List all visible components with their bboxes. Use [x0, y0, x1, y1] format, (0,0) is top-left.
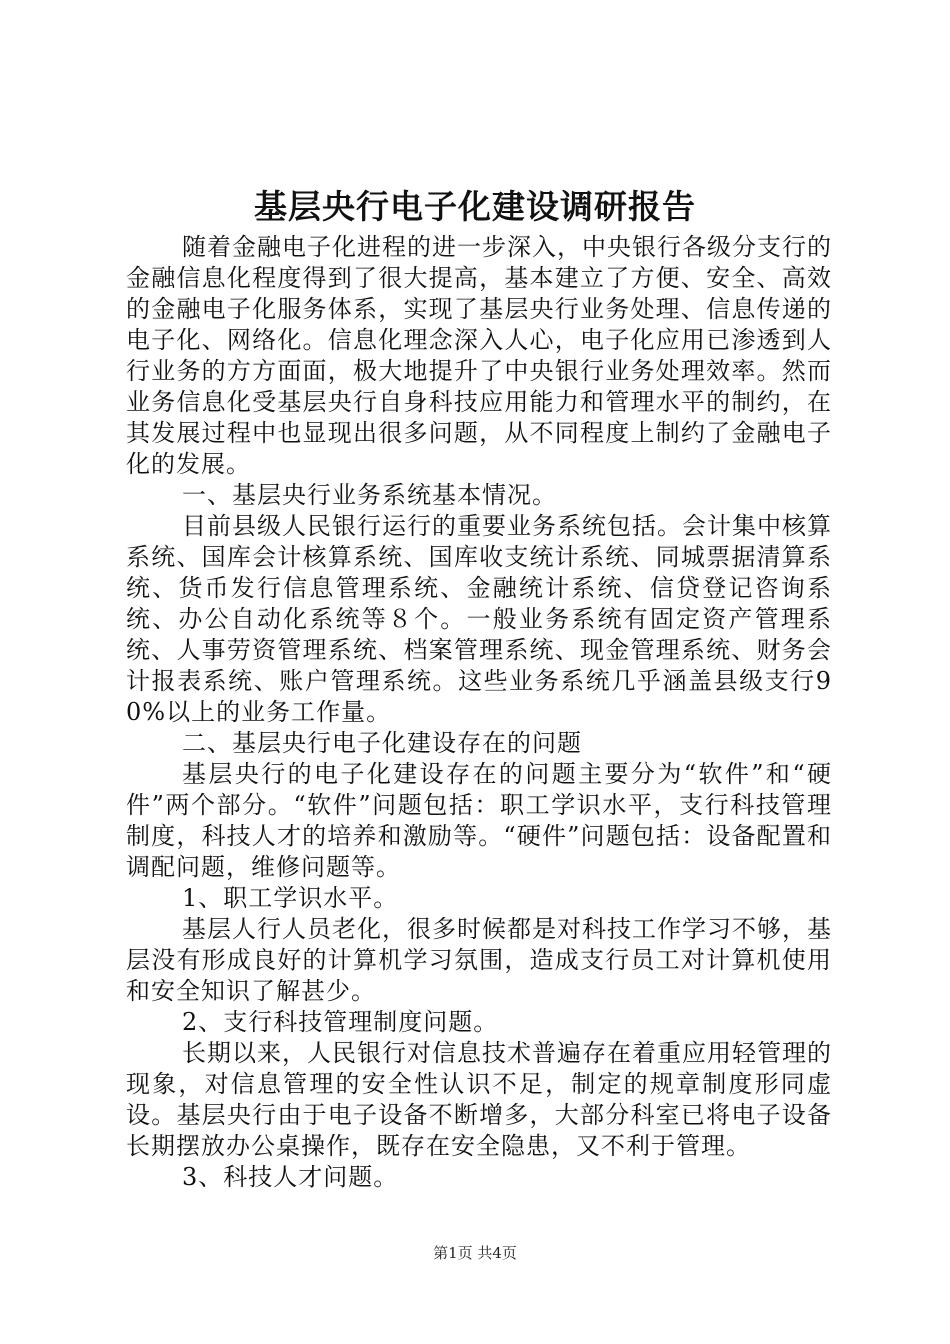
- document-body: [126, 232, 832, 1193]
- subheading-staff-knowledge: 1、职工学识水平。: [182, 884, 399, 912]
- paragraph-management: 长期以来，人民银行对信息技术普遍存在着重应用轻管理的现象，对信息管理的安全性认识不足，制定的规章制度形同虚设。基层央行由于电子设备不断增多，大部分科室已将电子设备长期摆放办公桌操作，既存在安全隐患，又不利于管理。: [126, 1039, 832, 1160]
- page-footer: 第1页 共4页: [433, 1244, 517, 1262]
- section-heading-1: 一、基层央行业务系统基本情况。: [182, 481, 557, 509]
- paragraph-problems: 基层央行的电子化建设存在的问题主要分为“软件”和“硬件”两个部分。“软件”问题包括：职工学识水平，支行科技管理制度，科技人才的培养和激励等。“硬件”问题包括：设备配置和调配问题，维修问题等。: [126, 760, 832, 881]
- paragraph-staff-knowledge: 基层人行人员老化，很多时候都是对科技工作学习不够，基层没有形成良好的计算机学习氛围，造成支行员工对计算机使用和安全知识了解甚少。: [126, 915, 832, 1005]
- document-title: 基层央行电子化建设调研报告: [254, 187, 696, 226]
- subheading-talent: 3、科技人才问题。: [182, 1163, 399, 1191]
- paragraph-systems: 目前县级人民银行运行的重要业务系统包括。会计集中核算系统、国库会计核算系统、国库收支统计系统、同城票据清算系统、货币发行信息管理系统、金融统计系统、信贷登记咨询系统、办公自动化系统等８个。一般业务系统有固定资产管理系统、人事劳资管理系统、档案管理系统、现金管理系统、财务会计报表系统、账户管理系统。这些业务系统几乎涵盖县级支行90%以上的业务工作量。: [126, 512, 832, 726]
- paragraph-intro: 随着金融电子化进程的进一步深入，中央银行各级分支行的金融信息化程度得到了很大提高，基本建立了方便、安全、高效的金融电子化服务体系，实现了基层央行业务处理、信息传递的电子化、网络化。信息化理念深入人心，电子化应用已渗透到人行业务的方方面面，极大地提升了中央银行业务处理效率。然而业务信息化受基层央行自身科技应用能力和管理水平的制约，在其发展过程中也显现出很多问题，从不同程度上制约了金融电子化的发展。: [126, 233, 832, 478]
- subheading-management: 2、支行科技管理制度问题。: [182, 1008, 499, 1036]
- section-heading-2: 二、基层央行电子化建设存在的问题: [182, 729, 582, 757]
